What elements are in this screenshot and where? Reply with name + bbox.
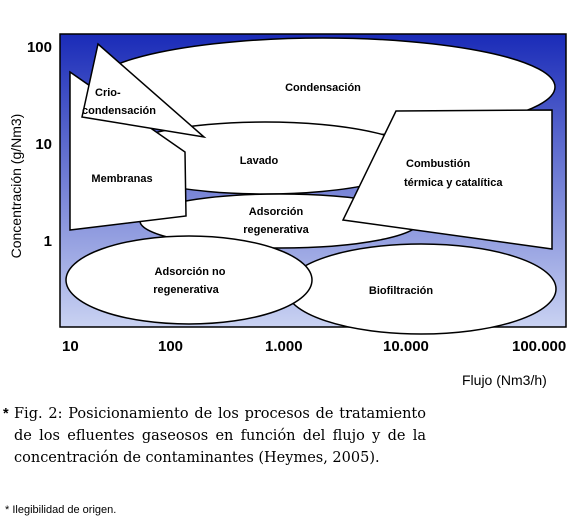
adsorcion-noreg-label-line2: regenerativa [153, 284, 219, 296]
x-tick-10: 10 [62, 338, 79, 355]
crio-label-line2: condensación [82, 105, 156, 117]
adsorcion-no-regenerativa-region [66, 236, 312, 324]
caption-text: Fig. 2: Posicionamiento de los procesos de tratamiento de los efluentes gaseosos en función del flujo y de la concentración de contaminantes (Heymes, 2005). [14, 406, 426, 466]
y-tick-1: 1 [43, 233, 52, 250]
biofiltracion-label: Biofiltración [368, 285, 434, 297]
combustion-label-line2: térmica y catalítica [404, 177, 503, 189]
x-tick-1000: 1.000 [265, 338, 303, 355]
condensacion-label: Condensación [285, 82, 361, 94]
crio-label-line1: Crio- [95, 87, 121, 99]
lavado-label: Lavado [239, 155, 279, 167]
caption-marker: * [3, 406, 9, 422]
footnote: * Ilegibilidad de origen. [5, 504, 117, 516]
adsorcion-reg-label-line2: regenerativa [243, 224, 309, 236]
combustion-label-line1: Combustión [406, 158, 471, 170]
y-tick-10: 10 [35, 136, 52, 153]
adsorcion-reg-label-line1: Adsorción [248, 206, 304, 218]
adsorcion-noreg-label-line1: Adsorción no [154, 266, 226, 278]
figure-caption [3, 403, 426, 469]
x-tick-100: 100 [158, 338, 184, 355]
y-axis-label: Concentración (g/Nm3) [8, 113, 24, 259]
membranas-label: Membranas [91, 173, 153, 185]
x-tick-10000: 10.000 [383, 338, 429, 355]
x-tick-100000: 100.000 [512, 338, 567, 355]
y-tick-100: 100 [26, 39, 52, 56]
x-axis-label: Flujo (Nm3/h) [462, 372, 547, 388]
